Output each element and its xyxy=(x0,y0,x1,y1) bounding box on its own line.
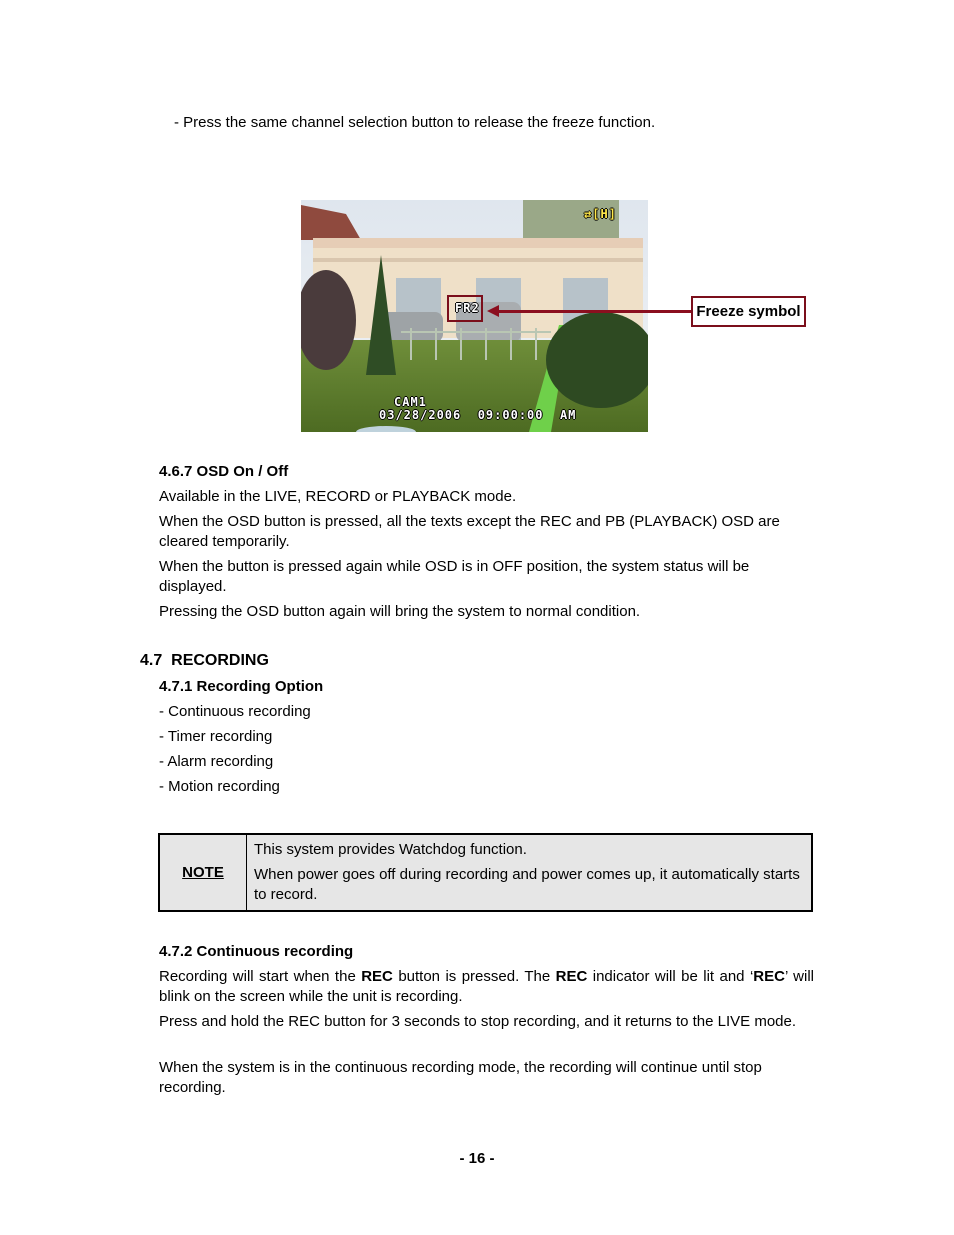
text-run: Recording will start when the xyxy=(159,968,362,985)
text-run-bold: REC xyxy=(555,968,588,985)
paragraph: Available in the LIVE, RECORD or PLAYBACK mode. xyxy=(159,488,517,505)
text-run-bold: REC xyxy=(753,968,785,985)
heading-osd-on-off: 4.6.7 OSD On / Off xyxy=(159,463,289,480)
note-line: This system provides Watchdog function. xyxy=(254,841,527,858)
list-item: - Alarm recording xyxy=(159,753,274,770)
heading-recording-option: 4.7.1 Recording Option xyxy=(159,678,324,695)
osd-camera-label: CAM1 xyxy=(394,395,427,409)
freeze-osd-text: FR2 xyxy=(455,301,480,315)
note-label: NOTE xyxy=(182,864,224,881)
paragraph: When the button is pressed again while OSD is in OFF position, the system status will be displayed. xyxy=(159,558,750,595)
note-label-cell xyxy=(160,835,247,910)
osd-status-icons: ⇄[H] xyxy=(584,207,617,221)
list-item: - Motion recording xyxy=(159,778,280,795)
callout-arrow-line xyxy=(497,310,691,313)
intro-line: - Press the same channel selection button to release the freeze function. xyxy=(174,114,656,131)
osd-datetime: 03/28/2006 09:00:00 AM xyxy=(379,408,577,422)
section-heading-recording xyxy=(140,651,269,671)
note-body xyxy=(247,835,811,910)
heading-continuous-recording: 4.7.2 Continuous recording xyxy=(159,943,354,960)
freeze-symbol-label: Freeze symbol xyxy=(691,296,806,327)
paragraph xyxy=(159,967,814,1007)
text-run-bold: REC xyxy=(361,968,393,985)
paragraph: Press and hold the REC button for 3 seconds to stop recording, and it returns to the LIVE mode. xyxy=(159,1013,797,1030)
text-run: ’ will blink on the screen while the unit is recording. xyxy=(159,968,814,1005)
note-box xyxy=(158,833,813,912)
freeze-symbol-highlight-box xyxy=(447,295,483,322)
list-item: - Timer recording xyxy=(159,728,273,745)
paragraph: When the OSD button is pressed, all the texts except the REC and PB (PLAYBACK) OSD are cleared temporarily. xyxy=(159,513,780,550)
paragraph: Pressing the OSD button again will bring the system to normal condition. xyxy=(159,603,641,620)
page-number: - 16 - xyxy=(459,1150,495,1167)
paragraph: When the system is in the continuous recording mode, the recording will continue until stop recording. xyxy=(159,1059,762,1096)
section-number: 4.7 xyxy=(140,652,163,669)
text-run: indicator will be lit and ‘ xyxy=(587,968,754,985)
text-run: button is pressed. The xyxy=(392,968,556,985)
section-title: RECORDING xyxy=(171,652,269,669)
note-line: When power goes off during recording and power comes up, it automatically starts to record. xyxy=(254,866,800,903)
list-item: - Continuous recording xyxy=(159,703,311,720)
